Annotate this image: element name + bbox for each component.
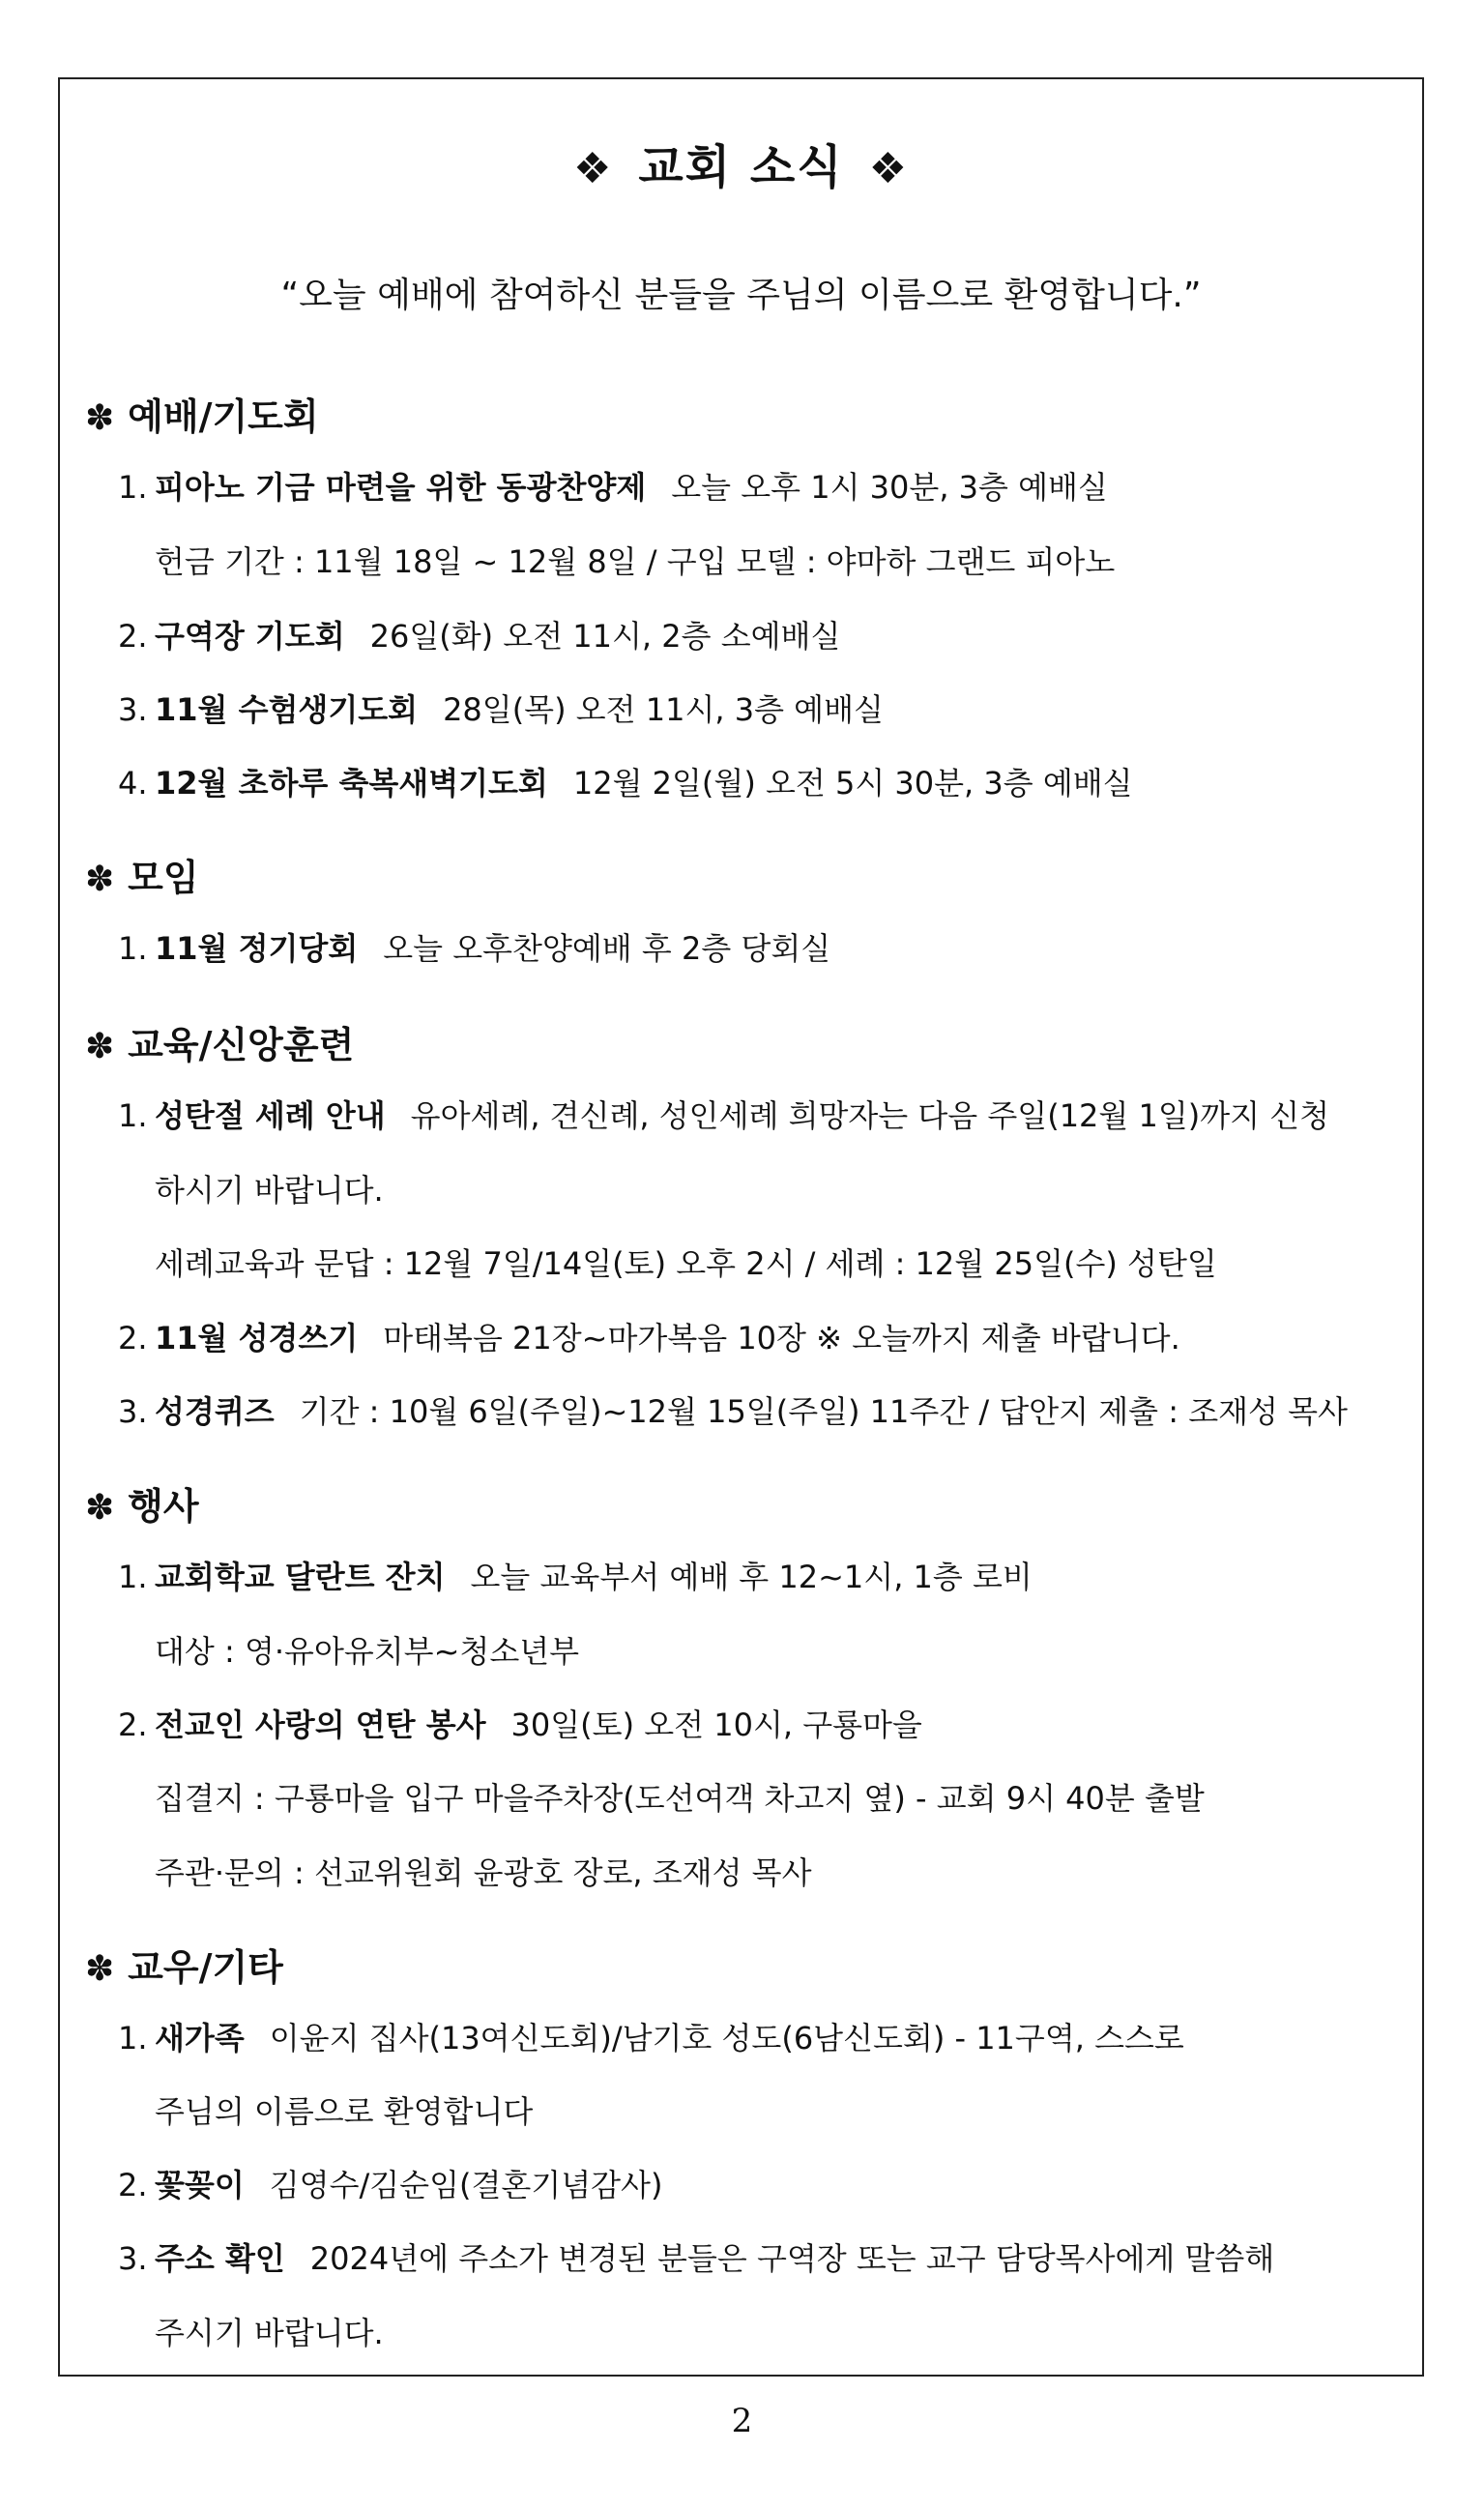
item-text: 김영수/김순임(결혼기념감사) [269, 2167, 663, 2203]
list-item: 4. 12월 초하루 축복새벽기도회 12월 2일(월) 오전 5시 30분, 3층 예배실 [118, 765, 1133, 802]
section-heading-meeting [85, 848, 199, 901]
item-detail: 주시기 바랍니다. [155, 2315, 384, 2351]
asterisk-icon: ✽ [85, 1949, 115, 1989]
item-heading: 교회학교 달란트 잔치 [155, 1559, 446, 1595]
item-text: 이윤지 집사(13여신도회)/남기호 성도(6남신도회) - 11구역, 스스로 [269, 2020, 1184, 2057]
list-item: 1. 피아노 기금 마련을 위한 동광찬양제 오늘 오후 1시 30분, 3층 예배실 [118, 469, 1108, 506]
item-text: 2024년에 주소가 변경된 분들은 구역장 또는 교구 담당목사에게 말씀해 [309, 2240, 1275, 2277]
item-heading: 구역장 기도회 [155, 618, 345, 655]
item-text: 오늘 오후찬양예배 후 2층 당회실 [383, 930, 831, 967]
item-heading: 전교인 사랑의 연탄 봉사 [155, 1707, 486, 1743]
section-heading-worship [85, 387, 319, 440]
section-heading-education [85, 1015, 354, 1068]
item-text: 기간 : 10월 6일(주일)~12월 15일(주일) 11주간 / 답안지 제출 : 조재성 목사 [299, 1393, 1348, 1430]
item-heading: 꽃꽂이 [155, 2167, 245, 2203]
announcement-frame [58, 77, 1424, 2377]
list-item: 3. 주소 확인 2024년에 주소가 변경된 분들은 구역장 또는 교구 담당목사에게 말씀해 [118, 2240, 1275, 2277]
list-item: 3. 11월 수험생기도회 28일(목) 오전 11시, 3층 예배실 [118, 691, 884, 728]
list-item: 2. 전교인 사랑의 연탄 봉사 30일(토) 오전 10시, 구룡마을 [118, 1707, 922, 1743]
asterisk-icon: ✽ [85, 1488, 115, 1528]
item-heading: 12월 초하루 축복새벽기도회 [155, 765, 548, 802]
item-text: 오늘 오후 1시 30분, 3층 예배실 [671, 469, 1108, 506]
item-text: 26일(화) 오전 11시, 2층 소예배실 [369, 618, 841, 655]
section-title: 교육/신앙훈련 [128, 1024, 355, 1066]
item-heading: 11월 정기당회 [155, 930, 359, 967]
page-number: 2 [731, 2402, 753, 2440]
item-text: 30일(토) 오전 10시, 구룡마을 [510, 1707, 922, 1743]
section-heading-events [85, 1476, 199, 1530]
item-text: 오늘 교육부서 예배 후 12~1시, 1층 로비 [470, 1559, 1033, 1595]
asterisk-icon: ✽ [85, 398, 115, 438]
diamond-ornament-icon: ❖ [868, 144, 910, 193]
item-heading: 새가족 [155, 2020, 245, 2057]
section-title: 예배/기도회 [128, 395, 319, 438]
item-detail: 주관·문의 : 선교위원회 윤광호 장로, 조재성 목사 [155, 1854, 812, 1891]
item-heading: 11월 성경쓰기 [155, 1320, 359, 1357]
page-title-text: 교회 소식 [638, 140, 844, 194]
item-text: 12월 2일(월) 오전 5시 30분, 3층 예배실 [572, 765, 1133, 802]
item-heading: 주소 확인 [155, 2240, 285, 2277]
section-title: 모임 [128, 857, 199, 899]
asterisk-icon: ✽ [85, 1027, 115, 1066]
list-item: 2. 구역장 기도회 26일(화) 오전 11시, 2층 소예배실 [118, 618, 841, 655]
item-heading: 성경퀴즈 [155, 1393, 275, 1430]
item-detail: 주님의 이름으로 환영합니다 [155, 2093, 534, 2130]
section-title: 행사 [128, 1485, 199, 1528]
item-detail: 하시기 바랍니다. [155, 1172, 384, 1209]
asterisk-icon: ✽ [85, 860, 115, 899]
section-title: 교우/기타 [128, 1946, 283, 1989]
diamond-ornament-icon: ❖ [572, 144, 614, 193]
item-text: 28일(목) 오전 11시, 3층 예배실 [443, 691, 884, 728]
list-item: 2. 꽃꽂이 김영수/김순임(결혼기념감사) [118, 2167, 663, 2203]
item-heading: 11월 수험생기도회 [155, 691, 419, 728]
section-heading-members [85, 1938, 283, 1991]
list-item: 1. 성탄절 세례 안내 유아세례, 견신례, 성인세례 희망자는 다음 주일(12월 1일)까지 신청 [118, 1097, 1330, 1134]
item-text: 마태복음 21장~마가복음 10장 ※ 오늘까지 제출 바랍니다. [383, 1320, 1180, 1357]
item-detail: 세례교육과 문답 : 12월 7일/14일(토) 오후 2시 / 세례 : 12월 25일(수) 성탄일 [155, 1245, 1217, 1282]
list-item: 2. 11월 성경쓰기 마태복음 21장~마가복음 10장 ※ 오늘까지 제출 바랍니다. [118, 1320, 1180, 1357]
item-heading: 피아노 기금 마련을 위한 동광찬양제 [155, 469, 647, 506]
page-title [60, 130, 1422, 196]
item-heading: 성탄절 세례 안내 [155, 1097, 386, 1134]
item-detail: 헌금 기간 : 11월 18일 ~ 12월 8일 / 구입 모델 : 야마하 그랜드 피아노 [155, 543, 1116, 580]
item-detail: 대상 : 영·유아유치부~청소년부 [155, 1633, 580, 1670]
list-item: 1. 11월 정기당회 오늘 오후찬양예배 후 2층 당회실 [118, 930, 831, 967]
item-text: 유아세례, 견신례, 성인세례 희망자는 다음 주일(12월 1일)까지 신청 [410, 1097, 1330, 1134]
item-detail: 집결지 : 구룡마을 입구 마을주차장(도선여객 차고지 옆) - 교회 9시 40분 출발 [155, 1780, 1205, 1817]
list-item: 3. 성경퀴즈 기간 : 10월 6일(주일)~12월 15일(주일) 11주간 / 답안지 제출 : 조재성 목사 [118, 1393, 1348, 1430]
list-item: 1. 새가족 이윤지 집사(13여신도회)/남기호 성도(6남신도회) - 11구역, 스스로 [118, 2020, 1184, 2057]
welcome-message: “오늘 예배에 참여하신 분들을 주님의 이름으로 환영합니다.” [280, 276, 1202, 315]
list-item: 1. 교회학교 달란트 잔치 오늘 교육부서 예배 후 12~1시, 1층 로비 [118, 1559, 1033, 1595]
